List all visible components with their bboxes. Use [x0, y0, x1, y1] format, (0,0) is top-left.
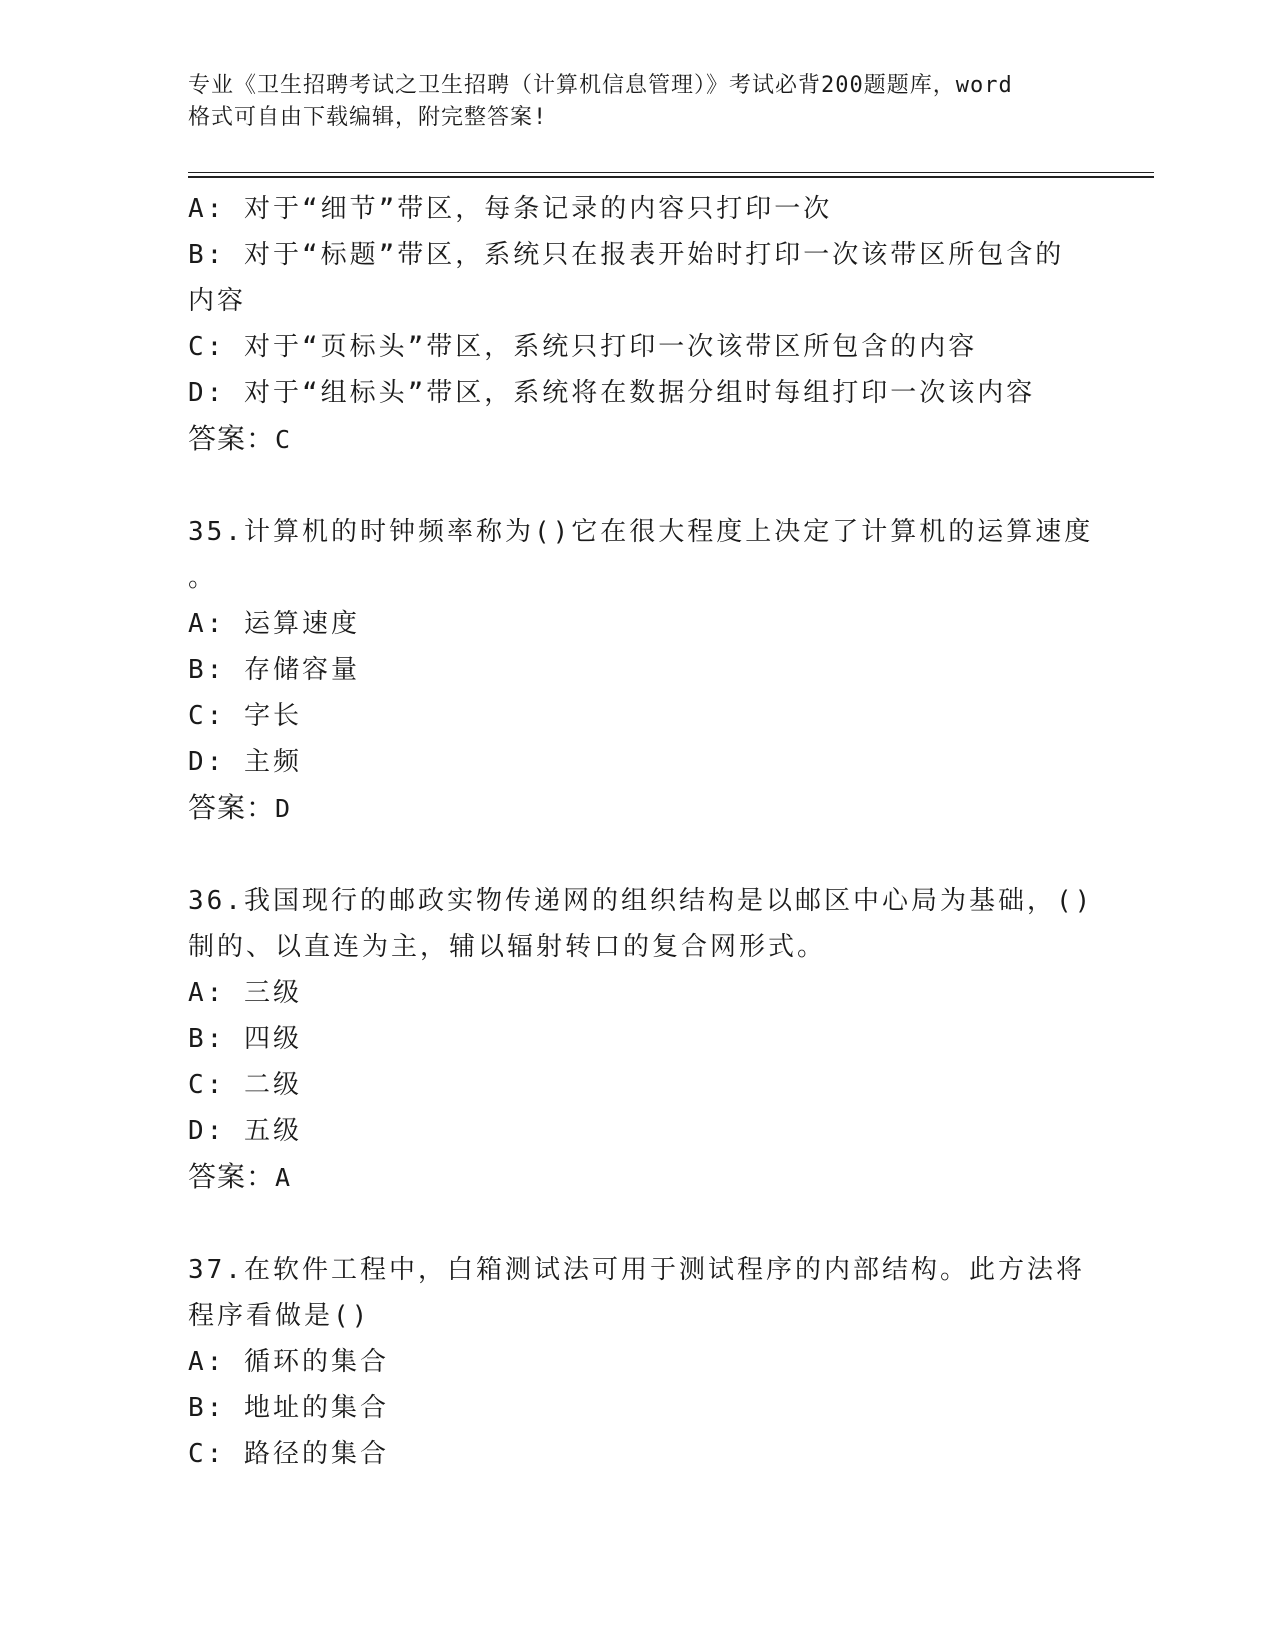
answer-value: C — [275, 425, 292, 454]
option-b: B: 对于“标题”带区，系统只在报表开始时打印一次该带区所包含的 — [188, 240, 1065, 270]
question-35 — [188, 509, 1094, 832]
option-c: C: 字长 — [188, 701, 302, 731]
question-36 — [188, 878, 1094, 1201]
option-c: C: 对于“页标头”带区，系统只打印一次该带区所包含的内容 — [188, 332, 978, 362]
spacer — [188, 832, 1088, 878]
option-a: A: 运算速度 — [188, 609, 360, 639]
answer-label: 答案： — [188, 422, 276, 455]
option-a: A: 对于“细节”带区，每条记录的内容只打印一次 — [188, 194, 833, 224]
option-a: A: 循环的集合 — [188, 1347, 389, 1377]
option-c: C: 二级 — [188, 1070, 302, 1100]
option-c: C: 路径的集合 — [188, 1439, 389, 1469]
header-line-1: 专业《卫生招聘考试之卫生招聘（计算机信息管理）》考试必背200题题库，word — [188, 73, 1013, 98]
question-content — [188, 186, 1094, 1477]
question-stem-line-2: 程序看做是() — [188, 1301, 371, 1331]
header-line-2: 格式可自由下载编辑，附完整答案! — [188, 105, 548, 130]
header-divider — [188, 172, 1154, 178]
answer-label: 答案： — [188, 1160, 276, 1193]
question-stem-line-2: 制的、以直连为主，辅以辐射转口的复合网形式。 — [188, 932, 827, 962]
question-stem-line-1: 37.在软件工程中，白箱测试法可用于测试程序的内部结构。此方法将 — [188, 1255, 1085, 1285]
answer-label: 答案： — [188, 791, 276, 824]
option-b: B: 四级 — [188, 1024, 302, 1054]
option-a: A: 三级 — [188, 978, 302, 1008]
answer-value: A — [275, 1163, 292, 1192]
question-stem-line-1: 36.我国现行的邮政实物传递网的组织结构是以邮区中心局为基础，() — [188, 886, 1094, 916]
spacer — [188, 1201, 1088, 1247]
question-stem-line-1: 35.计算机的时钟频率称为()它在很大程度上决定了计算机的运算速度 — [188, 517, 1094, 547]
option-b: B: 存储容量 — [188, 655, 360, 685]
question-37 — [188, 1247, 1088, 1477]
prev-question-answer — [188, 416, 1088, 463]
prev-question-options — [188, 186, 1088, 416]
option-d: D: 主频 — [188, 747, 302, 777]
option-b-continued: 内容 — [188, 286, 247, 316]
question-stem-line-2: 。 — [188, 563, 218, 593]
document-page — [188, 70, 1094, 1477]
option-b: B: 地址的集合 — [188, 1393, 389, 1423]
option-d: D: 五级 — [188, 1116, 302, 1146]
question-answer — [188, 785, 1088, 832]
spacer — [188, 463, 1088, 509]
answer-value: D — [275, 794, 292, 823]
option-d: D: 对于“组标头”带区，系统将在数据分组时每组打印一次该内容 — [188, 378, 1036, 408]
question-answer — [188, 1154, 1088, 1201]
